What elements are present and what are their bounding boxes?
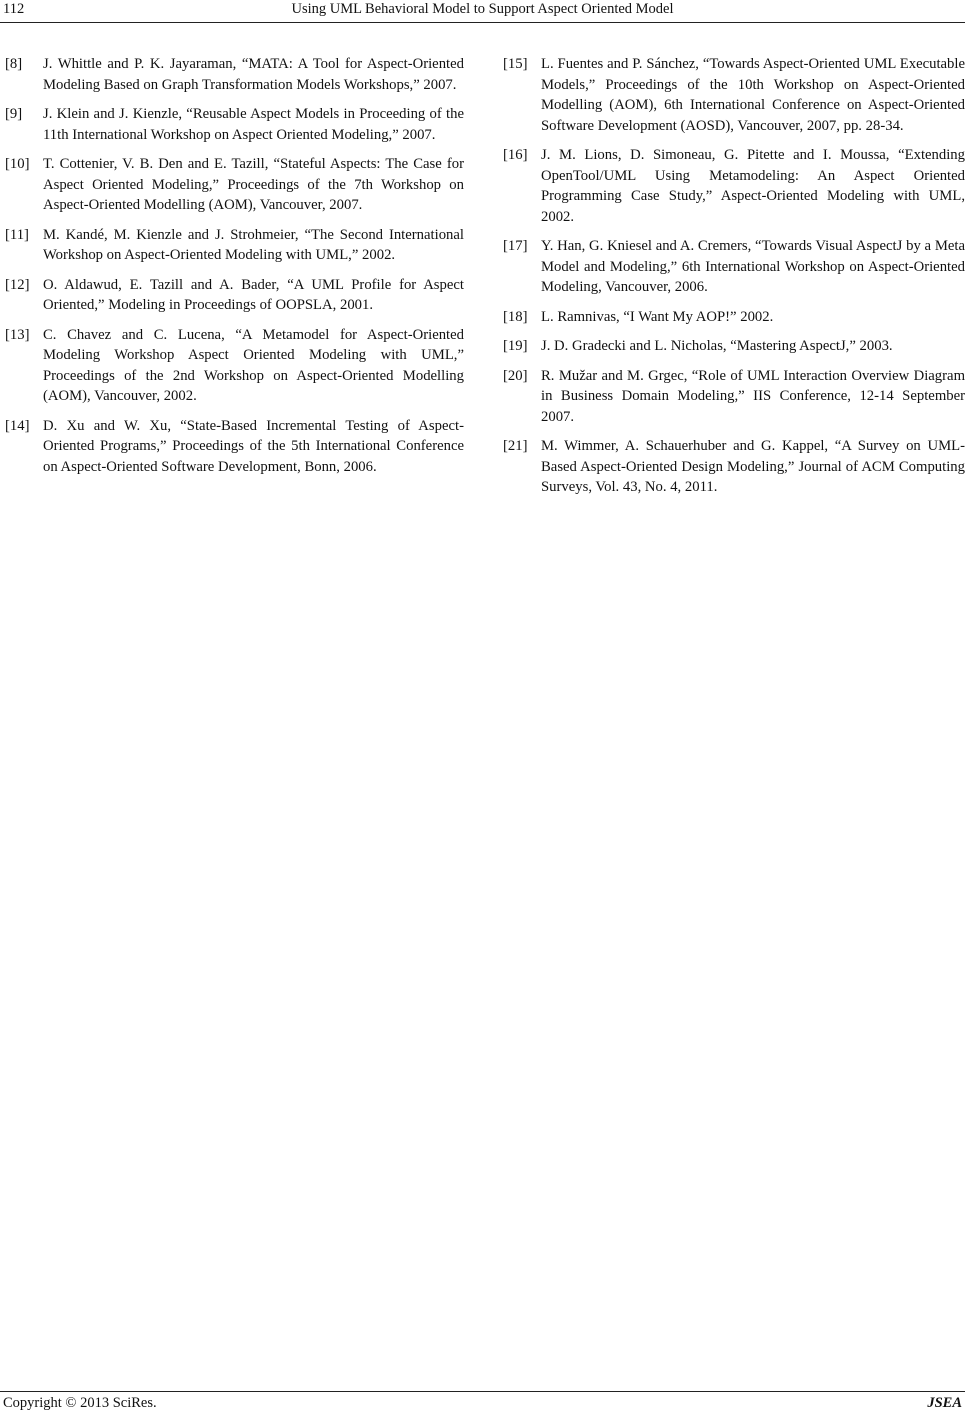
page-number: 112 bbox=[3, 1, 25, 17]
reference-text: C. Chavez and C. Lucena, “A Metamodel for Aspect-Oriented Modeling Workshop Aspect Oriented Modeling with UML,” Proceedings of the 2nd Workshop on Aspect-Oriented Modelling (AOM), Vancouver, 2002. bbox=[43, 326, 464, 404]
reference-number: [14] bbox=[5, 417, 30, 434]
references-left-column bbox=[5, 54, 464, 486]
reference-number: [21] bbox=[503, 438, 528, 454]
references-right-column bbox=[503, 54, 965, 507]
reference-number: [15] bbox=[503, 56, 528, 72]
reference-item bbox=[503, 436, 965, 498]
header-rule bbox=[0, 22, 965, 23]
reference-text: T. Cottenier, V. B. Den and E. Tazill, “Stateful Aspects: The Case for Aspect Oriented Modeling,” Proceedings of the 7th Workshop on Aspect-Oriented Modelling (AOM), Vancouver, 2007. bbox=[43, 156, 464, 213]
reference-text: J. Klein and J. Kienzle, “Reusable Aspect Models in Proceeding of the 11th International Workshop on Aspect Oriented Modeling,” 2007. bbox=[43, 106, 464, 143]
reference-item bbox=[503, 54, 965, 136]
reference-item bbox=[5, 275, 464, 316]
copyright-notice: Copyright © 2013 SciRes. bbox=[3, 1395, 157, 1411]
reference-number: [13] bbox=[5, 326, 30, 343]
reference-item bbox=[503, 366, 965, 428]
reference-text: J. D. Gradecki and L. Nicholas, “Mastering AspectJ,” 2003. bbox=[541, 338, 893, 354]
reference-item bbox=[503, 307, 965, 328]
reference-number: [18] bbox=[503, 308, 528, 325]
reference-text: O. Aldawud, E. Tazill and A. Bader, “A UML Profile for Aspect Oriented,” Modeling in Proceedings of OOPSLA, 2001. bbox=[43, 276, 464, 313]
reference-text: R. Mužar and M. Grgec, “Role of UML Interaction Overview Diagram in Business Domain Modeling,” IIS Conference, 12-14 September 2007. bbox=[541, 367, 965, 425]
journal-abbreviation: JSEA bbox=[927, 1395, 962, 1411]
reference-item bbox=[5, 225, 464, 266]
footer-rule bbox=[0, 1391, 965, 1392]
reference-number: [16] bbox=[503, 147, 528, 163]
reference-text: M. Kandé, M. Kienzle and J. Strohmeier, “The Second International Workshop on Aspect-Oriented Modeling with UML,” 2002. bbox=[43, 226, 464, 263]
reference-text: L. Fuentes and P. Sánchez, “Towards Aspect-Oriented UML Executable Models,” Proceedings of the 10th Workshop on Aspect-Oriented Modelling (AOM), 6th International Conference on Aspect-Oriented Software Development (AOSD), Vancouver, 2007, pp. 28-34. bbox=[541, 56, 965, 134]
reference-item bbox=[503, 145, 965, 227]
reference-text: J. Whittle and P. K. Jayaraman, “MATA: A Tool for Aspect-Oriented Modeling Based on Graph Transformation Models Workshops,” 2007. bbox=[43, 56, 464, 93]
reference-item bbox=[5, 325, 464, 407]
reference-number: [9] bbox=[5, 106, 23, 122]
page-footer bbox=[0, 1394, 965, 1414]
reference-number: [11] bbox=[5, 226, 29, 243]
reference-text: L. Ramnivas, “I Want My AOP!” 2002. bbox=[541, 308, 774, 325]
reference-item bbox=[503, 336, 965, 357]
reference-number: [19] bbox=[503, 338, 528, 354]
reference-text: D. Xu and W. Xu, “State-Based Incremental Testing of Aspect-Oriented Programs,” Proceedings of the 5th International Conference on Aspect-Oriented Software Development, Bonn, 2006. bbox=[43, 417, 464, 475]
reference-item bbox=[503, 236, 965, 298]
page-header bbox=[0, 0, 965, 24]
running-title: Using UML Behavioral Model to Support Aspect Oriented Model bbox=[291, 1, 674, 17]
reference-item bbox=[5, 104, 464, 145]
reference-text: J. M. Lions, D. Simoneau, G. Pitette and I. Moussa, “Extending OpenTool/UML Using Metamodeling: An Aspect Oriented Programming Case Study,” Aspect-Oriented Modeling with UML, 2002. bbox=[541, 147, 965, 225]
reference-text: Y. Han, G. Kniesel and A. Cremers, “Towards Visual AspectJ by a Meta Model and Modeling,” 6th International Workshop on Aspect-Oriented Modeling, Vancouver, 2006. bbox=[541, 238, 965, 295]
reference-number: [12] bbox=[5, 276, 30, 293]
reference-item bbox=[5, 416, 464, 478]
reference-text: M. Wimmer, A. Schauerhuber and G. Kappel, “A Survey on UML-Based Aspect-Oriented Design Modeling,” Journal of ACM Computing Surveys, Vol. 43, No. 4, 2011. bbox=[541, 438, 965, 495]
reference-item bbox=[5, 54, 464, 95]
reference-number: [17] bbox=[503, 238, 528, 254]
reference-item bbox=[5, 154, 464, 216]
reference-number: [10] bbox=[5, 156, 30, 172]
reference-number: [20] bbox=[503, 367, 528, 384]
reference-number: [8] bbox=[5, 56, 23, 72]
